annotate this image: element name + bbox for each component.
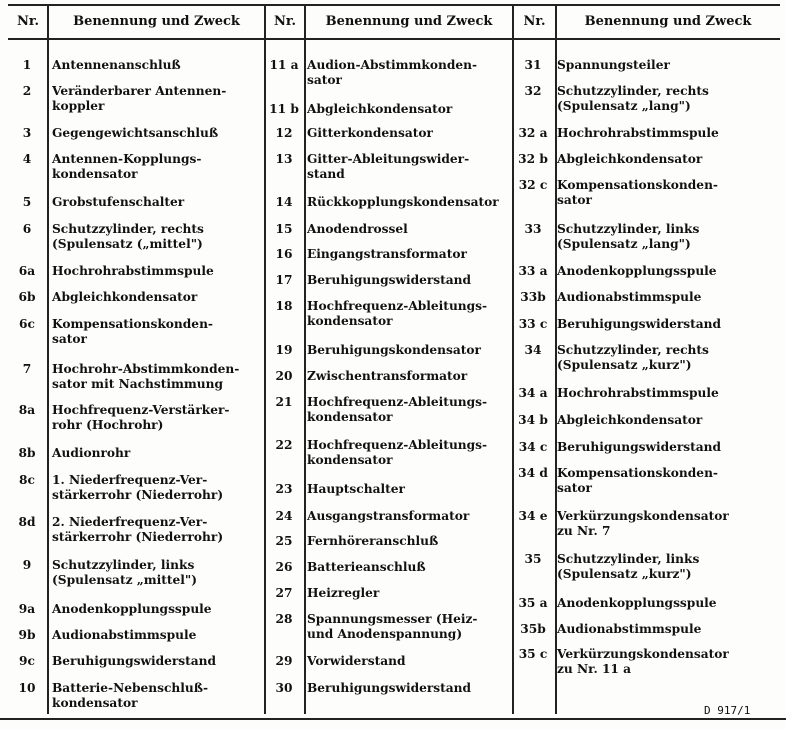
part-number: 25 xyxy=(275,534,293,548)
part-number: 35 c xyxy=(518,647,548,661)
part-number: 27 xyxy=(275,586,293,600)
part-description: Veränderbarer Antennen- xyxy=(52,84,227,98)
part-description: (Spulensatz („mittel") xyxy=(52,237,203,251)
part-description: zu Nr. 7 xyxy=(557,524,611,538)
part-description: Ausgangstransformator xyxy=(307,509,470,523)
part-description: Hauptschalter xyxy=(307,482,405,496)
part-number: 33 a xyxy=(518,264,548,278)
part-number: 32 c xyxy=(518,178,548,192)
part-description: Verkürzungskondensator xyxy=(557,509,729,523)
part-description: Schutzzylinder, links xyxy=(52,558,195,572)
part-number: 9c xyxy=(19,654,35,668)
part-number: 35 a xyxy=(518,596,548,610)
header-rule xyxy=(8,38,780,40)
part-number: 34 d xyxy=(518,466,548,480)
part-description: Hochfrequenz-Ableitungs- xyxy=(307,395,488,409)
part-number: 2 xyxy=(22,84,32,98)
part-description: sator xyxy=(52,332,87,346)
part-description: stärkerrohr (Niederrohr) xyxy=(52,488,224,502)
part-description: Antennen-Kopplungs- xyxy=(52,152,202,166)
part-number: 7 xyxy=(22,362,32,376)
part-description: (Spulensatz „kurz") xyxy=(557,567,692,581)
part-number: 24 xyxy=(275,509,293,523)
part-description: Verkürzungskondensator xyxy=(557,647,729,661)
part-description: Batterie-Nebenschluß- xyxy=(52,681,209,695)
table-bottom-rule xyxy=(0,718,786,720)
part-number: 32 a xyxy=(518,126,548,140)
part-description: Heizregler xyxy=(307,586,380,600)
part-description: Hochrohrabstimmspule xyxy=(557,386,719,400)
part-number: 21 xyxy=(275,395,293,409)
part-number: 33 c xyxy=(518,317,548,331)
part-description: Abgleichkondensator xyxy=(557,413,703,427)
part-number: 29 xyxy=(275,654,293,668)
part-description: Grobstufenschalter xyxy=(52,195,185,209)
part-number: 26 xyxy=(275,560,293,574)
part-description: Fernhöreranschluß xyxy=(307,534,439,548)
part-description: Abgleichkondensator xyxy=(52,290,198,304)
part-number: 1 xyxy=(22,58,32,72)
part-description: Gitterkondensator xyxy=(307,126,433,140)
part-number: 3 xyxy=(22,126,32,140)
part-number: 20 xyxy=(275,369,293,383)
part-number: 5 xyxy=(22,195,32,209)
part-number: 34 c xyxy=(518,440,548,454)
part-number: 32 xyxy=(524,84,542,98)
part-description: Gitter-Ableitungswider- xyxy=(307,152,470,166)
part-description: stand xyxy=(307,167,345,181)
part-number: 12 xyxy=(275,126,293,140)
part-description: Schutzzylinder, links xyxy=(557,222,700,236)
part-description: zu Nr. 11 a xyxy=(557,662,632,676)
part-description: sator xyxy=(307,73,342,87)
part-number: 34 a xyxy=(518,386,548,400)
header-nr-2: Nr. xyxy=(273,14,297,29)
part-description: Hochfrequenz-Verstärker- xyxy=(52,403,230,417)
part-description: Anodenkopplungsspule xyxy=(557,596,717,610)
drawing-code: D 917/1 xyxy=(704,704,751,717)
part-description: Antennenanschluß xyxy=(52,58,181,72)
part-description: Audionabstimmspule xyxy=(557,290,702,304)
header-nr-1: Nr. xyxy=(16,14,40,29)
part-description: Beruhigungskondensator xyxy=(307,343,481,357)
part-description: Vorwiderstand xyxy=(307,654,406,668)
column-divider xyxy=(304,4,306,714)
part-number: 6 xyxy=(22,222,32,236)
part-description: Hochrohrabstimmspule xyxy=(52,264,214,278)
part-description: Beruhigungswiderstand xyxy=(557,317,722,331)
part-description: Audion-Abstimmkonden- xyxy=(307,58,478,72)
part-description: Schutzzylinder, links xyxy=(557,552,700,566)
part-description: 2. Niederfrequenz-Ver- xyxy=(52,515,208,529)
part-number: 35 xyxy=(524,552,542,566)
header-benennung-1: Benennung und Zweck xyxy=(73,14,240,29)
part-description: kondensator xyxy=(307,410,393,424)
part-description: Kompensationskonden- xyxy=(557,178,718,192)
part-description: Spannungsteiler xyxy=(557,58,670,72)
part-description: Abgleichkondensator xyxy=(557,152,703,166)
part-description: Kompensationskonden- xyxy=(52,317,213,331)
part-number: 22 xyxy=(275,438,293,452)
header-nr-3: Nr. xyxy=(523,14,546,29)
part-description: kondensator xyxy=(307,453,393,467)
part-description: (Spulensatz „lang") xyxy=(557,237,691,251)
part-description: stärkerrohr (Niederrohr) xyxy=(52,530,224,544)
part-description: Abgleichkondensator xyxy=(307,102,453,116)
table-top-rule xyxy=(8,4,780,6)
part-number: 34 b xyxy=(518,413,548,427)
part-number: 33 xyxy=(524,222,542,236)
part-number: 9a xyxy=(18,602,36,616)
part-description: Audionrohr xyxy=(52,446,131,460)
part-number: 33b xyxy=(520,290,546,304)
part-number: 34 e xyxy=(518,509,548,523)
column-divider xyxy=(47,4,49,714)
part-number: 8d xyxy=(18,515,36,529)
part-description: Anodenkopplungsspule xyxy=(52,602,212,616)
part-description: sator xyxy=(557,193,592,207)
part-number: 9b xyxy=(18,628,36,642)
part-description: und Anodenspannung) xyxy=(307,627,463,641)
part-description: Schutzzylinder, rechts xyxy=(52,222,204,236)
part-number: 15 xyxy=(275,222,293,236)
part-description: Kompensationskonden- xyxy=(557,466,718,480)
part-description: Hochrohr-Abstimmkonden- xyxy=(52,362,240,376)
part-number: 11 b xyxy=(269,102,299,116)
part-description: kondensator xyxy=(307,314,393,328)
part-number: 6b xyxy=(18,290,36,304)
header-benennung-2: Benennung und Zweck xyxy=(325,14,493,29)
part-description: Anodenkopplungsspule xyxy=(557,264,717,278)
part-description: Gegengewichtsanschluß xyxy=(52,126,219,140)
header-benennung-3: Benennung und Zweck xyxy=(584,14,752,29)
part-number: 8c xyxy=(19,473,35,487)
part-description: Anodendrossel xyxy=(307,222,408,236)
part-number: 18 xyxy=(275,299,293,313)
part-number: 30 xyxy=(275,681,293,695)
part-description: Rückkopplungskondensator xyxy=(307,195,499,209)
part-description: kondensator xyxy=(52,696,138,710)
part-description: Hochfrequenz-Ableitungs- xyxy=(307,299,488,313)
part-description: rohr (Hochrohr) xyxy=(52,418,164,432)
part-number: 14 xyxy=(275,195,293,209)
part-number: 13 xyxy=(275,152,293,166)
part-description: (Spulensatz „lang") xyxy=(557,99,691,113)
part-description: Beruhigungswiderstand xyxy=(307,273,472,287)
part-description: Hochrohrabstimmspule xyxy=(557,126,719,140)
part-number: 6a xyxy=(18,264,36,278)
part-number: 16 xyxy=(275,247,293,261)
part-number: 8b xyxy=(18,446,36,460)
part-description: Audionabstimmspule xyxy=(52,628,197,642)
part-description: Eingangstransformator xyxy=(307,247,467,261)
part-description: kondensator xyxy=(52,167,138,181)
part-number: 34 xyxy=(524,343,542,357)
part-number: 19 xyxy=(275,343,293,357)
part-description: 1. Niederfrequenz-Ver- xyxy=(52,473,208,487)
part-number: 4 xyxy=(22,152,32,166)
part-number: 8a xyxy=(18,403,36,417)
part-description: Schutzzylinder, rechts xyxy=(557,343,709,357)
part-number: 11 a xyxy=(269,58,299,72)
part-description: (Spulensatz „mittel") xyxy=(52,573,198,587)
part-description: koppler xyxy=(52,99,105,113)
part-number: 10 xyxy=(18,681,36,695)
part-description: Schutzzylinder, rechts xyxy=(557,84,709,98)
part-number: 35b xyxy=(520,622,546,636)
part-description: Audionabstimmspule xyxy=(557,622,702,636)
part-description: Beruhigungswiderstand xyxy=(557,440,722,454)
part-description: (Spulensatz „kurz") xyxy=(557,358,692,372)
part-description: sator mit Nachstimmung xyxy=(52,377,224,391)
part-description: Batterieanschluß xyxy=(307,560,426,574)
part-description: sator xyxy=(557,481,592,495)
part-number: 28 xyxy=(275,612,293,626)
part-number: 9 xyxy=(22,558,32,572)
part-number: 31 xyxy=(524,58,542,72)
part-description: Beruhigungswiderstand xyxy=(307,681,472,695)
part-description: Spannungsmesser (Heiz- xyxy=(307,612,478,626)
part-description: Zwischentransformator xyxy=(307,369,468,383)
part-number: 6c xyxy=(19,317,35,331)
part-number: 32 b xyxy=(518,152,548,166)
part-description: Beruhigungswiderstand xyxy=(52,654,217,668)
part-number: 17 xyxy=(275,273,293,287)
part-description: Hochfrequenz-Ableitungs- xyxy=(307,438,488,452)
part-number: 23 xyxy=(275,482,293,496)
